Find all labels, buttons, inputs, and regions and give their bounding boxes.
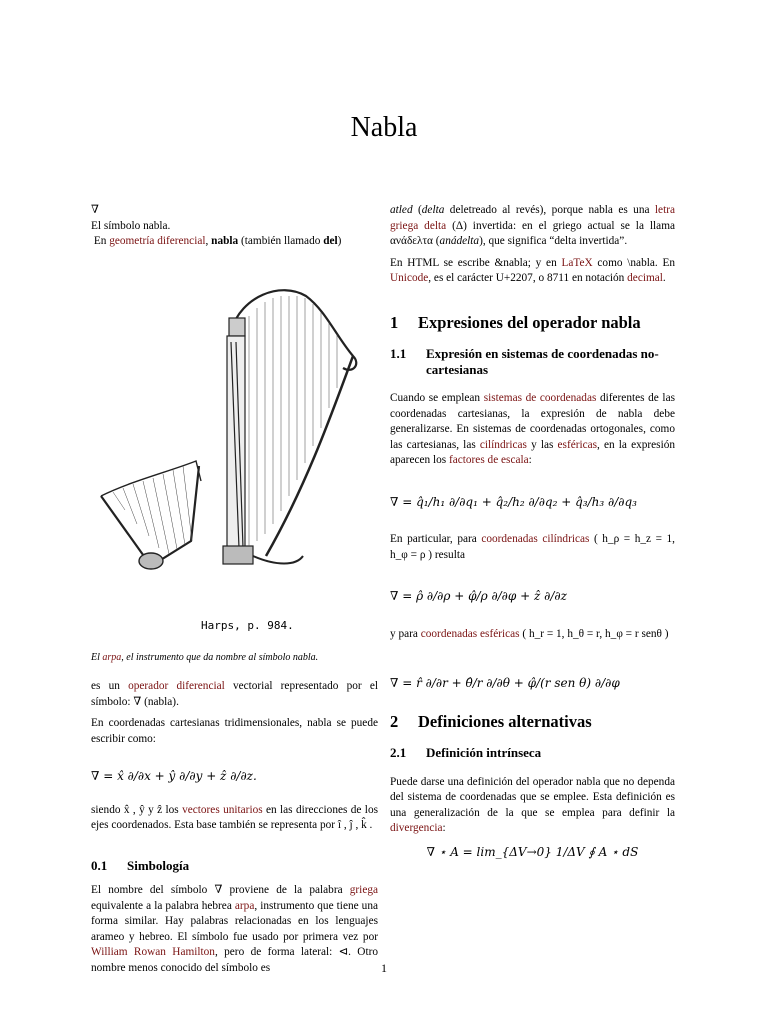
caption-text: , el instrumento que da nombre al símbolo nabla. bbox=[121, 651, 319, 663]
link-factores-de-escala[interactable]: factores de escala bbox=[448, 454, 529, 466]
paragraph-atled bbox=[390, 203, 675, 250]
p-text: siendo x̂ , ŷ y ẑ los bbox=[91, 803, 183, 816]
p-text: El nombre del símbolo ∇ proviene de la palabra bbox=[91, 884, 350, 896]
section-number: 1.1 bbox=[390, 346, 407, 361]
section-1-1-heading bbox=[390, 346, 675, 377]
left-column bbox=[91, 203, 378, 982]
p-text: : bbox=[442, 822, 446, 834]
section-title: Simbología bbox=[127, 857, 190, 873]
del-bold: del bbox=[323, 235, 338, 247]
right-column bbox=[390, 203, 675, 860]
link-william-rowan-hamilton[interactable]: William Rowan Hamilton bbox=[91, 946, 215, 958]
equation-cartesian: ∇ = x̂ ∂/∂x + ŷ ∂/∂y + ẑ ∂/∂z. bbox=[91, 769, 257, 783]
link-esfericas[interactable]: esféricas bbox=[557, 438, 598, 451]
paragraph-operator bbox=[91, 679, 378, 710]
paragraph-spherical bbox=[390, 627, 675, 643]
p-text: (Δ) invertida: en el griego actual se la llama ανάδελτα ( bbox=[390, 219, 675, 247]
equation-general: ∇ = q̂₁/h₁ ∂/∂q₁ + q̂₂/h₂ ∂/∂q₂ + q̂₃/h₃ ∂/∂q₃ bbox=[390, 494, 637, 509]
harp-figure bbox=[91, 256, 378, 632]
p-text: En HTML se escribe &nabla; y en bbox=[390, 256, 562, 269]
section-number: 2.1 bbox=[390, 745, 407, 760]
section-title: Definiciones alternativas bbox=[418, 711, 592, 731]
link-latex[interactable]: LaTeX bbox=[561, 256, 593, 269]
section-number: 2 bbox=[390, 711, 399, 731]
p-text: : bbox=[528, 454, 532, 466]
link-coordenadas-cilindricas[interactable]: coordenadas cilíndricas bbox=[481, 533, 590, 545]
caption-text: El bbox=[91, 651, 103, 663]
section-title: Expresión en sistemas de coordenadas no-cartesianas bbox=[426, 346, 659, 377]
section-number: 0.1 bbox=[91, 857, 108, 873]
link-griega[interactable]: griega bbox=[349, 884, 378, 896]
link-divergencia[interactable]: divergencia bbox=[390, 822, 443, 834]
p-italic: atled bbox=[390, 204, 413, 216]
p-italic: delta bbox=[421, 204, 445, 216]
symbol-caption: El símbolo nabla. bbox=[91, 219, 171, 232]
link-arpa-caption[interactable]: arpa bbox=[102, 651, 122, 663]
intro-text: (también llamado bbox=[238, 235, 324, 247]
p-text: vectorial representado por el símbolo: ∇ (nabla). bbox=[91, 680, 378, 708]
section-2-1-heading bbox=[390, 745, 675, 761]
p-text: , es el carácter U+2207, o 8711 en notación bbox=[428, 272, 628, 284]
intro-text: , bbox=[205, 235, 212, 247]
nabla-symbol: ∇ bbox=[91, 204, 99, 216]
harp-illustration bbox=[91, 256, 378, 586]
p-text: equivalente a la palabra hebrea bbox=[91, 899, 235, 912]
intro-text: En bbox=[93, 235, 110, 247]
link-geometria-diferencial[interactable]: geometría diferencial bbox=[109, 235, 206, 247]
paragraph-non-cartesian bbox=[390, 391, 675, 469]
link-letra-griega-delta[interactable]: letra griega delta bbox=[390, 204, 675, 232]
p-text: ( h_ρ = h_z = 1, h_φ = ρ ) resulta bbox=[390, 533, 675, 561]
equation-intrinsic: ∇ ⋆ A = lim_{ΔV→0} 1/ΔV ∮ A ⋆ dS bbox=[426, 844, 639, 859]
p-text: En particular, para bbox=[390, 533, 482, 545]
link-arpa[interactable]: arpa bbox=[234, 899, 255, 912]
paragraph-intrinsic bbox=[390, 775, 675, 837]
link-operador-diferencial[interactable]: operador diferencial bbox=[128, 680, 225, 692]
figure-caption bbox=[91, 650, 378, 666]
p-text: como \nabla. En bbox=[592, 256, 675, 269]
p-text: Cuando se emplean bbox=[390, 392, 484, 404]
intro-line bbox=[91, 234, 378, 250]
p-text: es un bbox=[91, 680, 129, 692]
paragraph-cylindrical bbox=[390, 532, 675, 563]
p-text: . bbox=[662, 272, 666, 284]
page-number: 1 bbox=[381, 961, 387, 975]
p-text: , pero de forma lateral: ⊲. Otro nombre menos conocido del símbolo es bbox=[91, 946, 378, 974]
section-2-heading bbox=[390, 711, 675, 731]
equation-spherical: ∇ = r̂ ∂/∂r + θ̂/r ∂/∂θ + φ̂/(r sen θ) ∂/∂φ bbox=[390, 676, 620, 690]
link-vectores-unitarios[interactable]: vectores unitarios bbox=[182, 803, 263, 816]
p-text: en las direcciones de los ejes coordenados. Esta base también se representa por î , ĵ , k̂ . bbox=[91, 803, 378, 831]
p-text: ), que significa “delta invertida”. bbox=[479, 235, 628, 247]
nabla-bold: nabla bbox=[211, 235, 239, 247]
link-cilindricas[interactable]: cilíndricas bbox=[479, 438, 527, 451]
paragraph-html-latex bbox=[390, 256, 675, 287]
image-label: Harps, p. 984. bbox=[201, 618, 294, 632]
section-title: Expresiones del operador nabla bbox=[418, 312, 641, 332]
paragraph-cartesian: En coordenadas cartesianas tridimensionales, nabla se puede escribir como: bbox=[91, 717, 378, 745]
p-italic: anádelta bbox=[439, 235, 480, 247]
p-text: deletreado al revés), porque nabla es una bbox=[444, 204, 655, 216]
link-unicode[interactable]: Unicode bbox=[390, 272, 429, 284]
link-sistemas-de-coordenadas[interactable]: sistemas de coordenadas bbox=[483, 392, 597, 404]
equation-cylindrical: ∇ = ρ̂ ∂/∂ρ + φ̂/ρ ∂/∂φ + ẑ ∂/∂z bbox=[390, 589, 567, 603]
p-text: , en la expresión aparecen los bbox=[390, 438, 675, 466]
p-text: ( bbox=[412, 204, 422, 216]
p-text: , instrumento que tiene una forma similar. Hay palabras relacionadas en los lenguajes arameo y hebreo. El símbolo fue usado por primera vez por bbox=[91, 899, 378, 943]
p-text: diferentes de las coordenadas cartesianas, la expresión de nabla debe generalizarse. En sistemas de coordenadas ortogonales, como las cartesianas, las bbox=[390, 392, 675, 451]
link-decimal[interactable]: decimal bbox=[627, 272, 663, 284]
link-coordenadas-esfericas[interactable]: coordenadas esféricas bbox=[420, 627, 520, 640]
p-text: y para bbox=[390, 627, 421, 640]
section-1-heading bbox=[390, 312, 675, 332]
p-text: ( h_r = 1, h_θ = r, h_φ = r senθ ) bbox=[519, 627, 669, 640]
paragraph-unit-vectors bbox=[91, 803, 378, 834]
p-text: Puede darse una definición del operador nabla que no dependa del sistema de coordenadas que se emplee. Esta definición es una generalización de la que se emplea para definir la bbox=[390, 775, 675, 819]
p-text: y las bbox=[526, 438, 558, 451]
page-title: Nabla bbox=[350, 112, 418, 143]
intro-text: ) bbox=[337, 235, 342, 247]
section-title: Definición intrínseca bbox=[426, 745, 542, 760]
section-0-1-heading bbox=[91, 858, 378, 874]
section-number: 1 bbox=[390, 312, 399, 332]
